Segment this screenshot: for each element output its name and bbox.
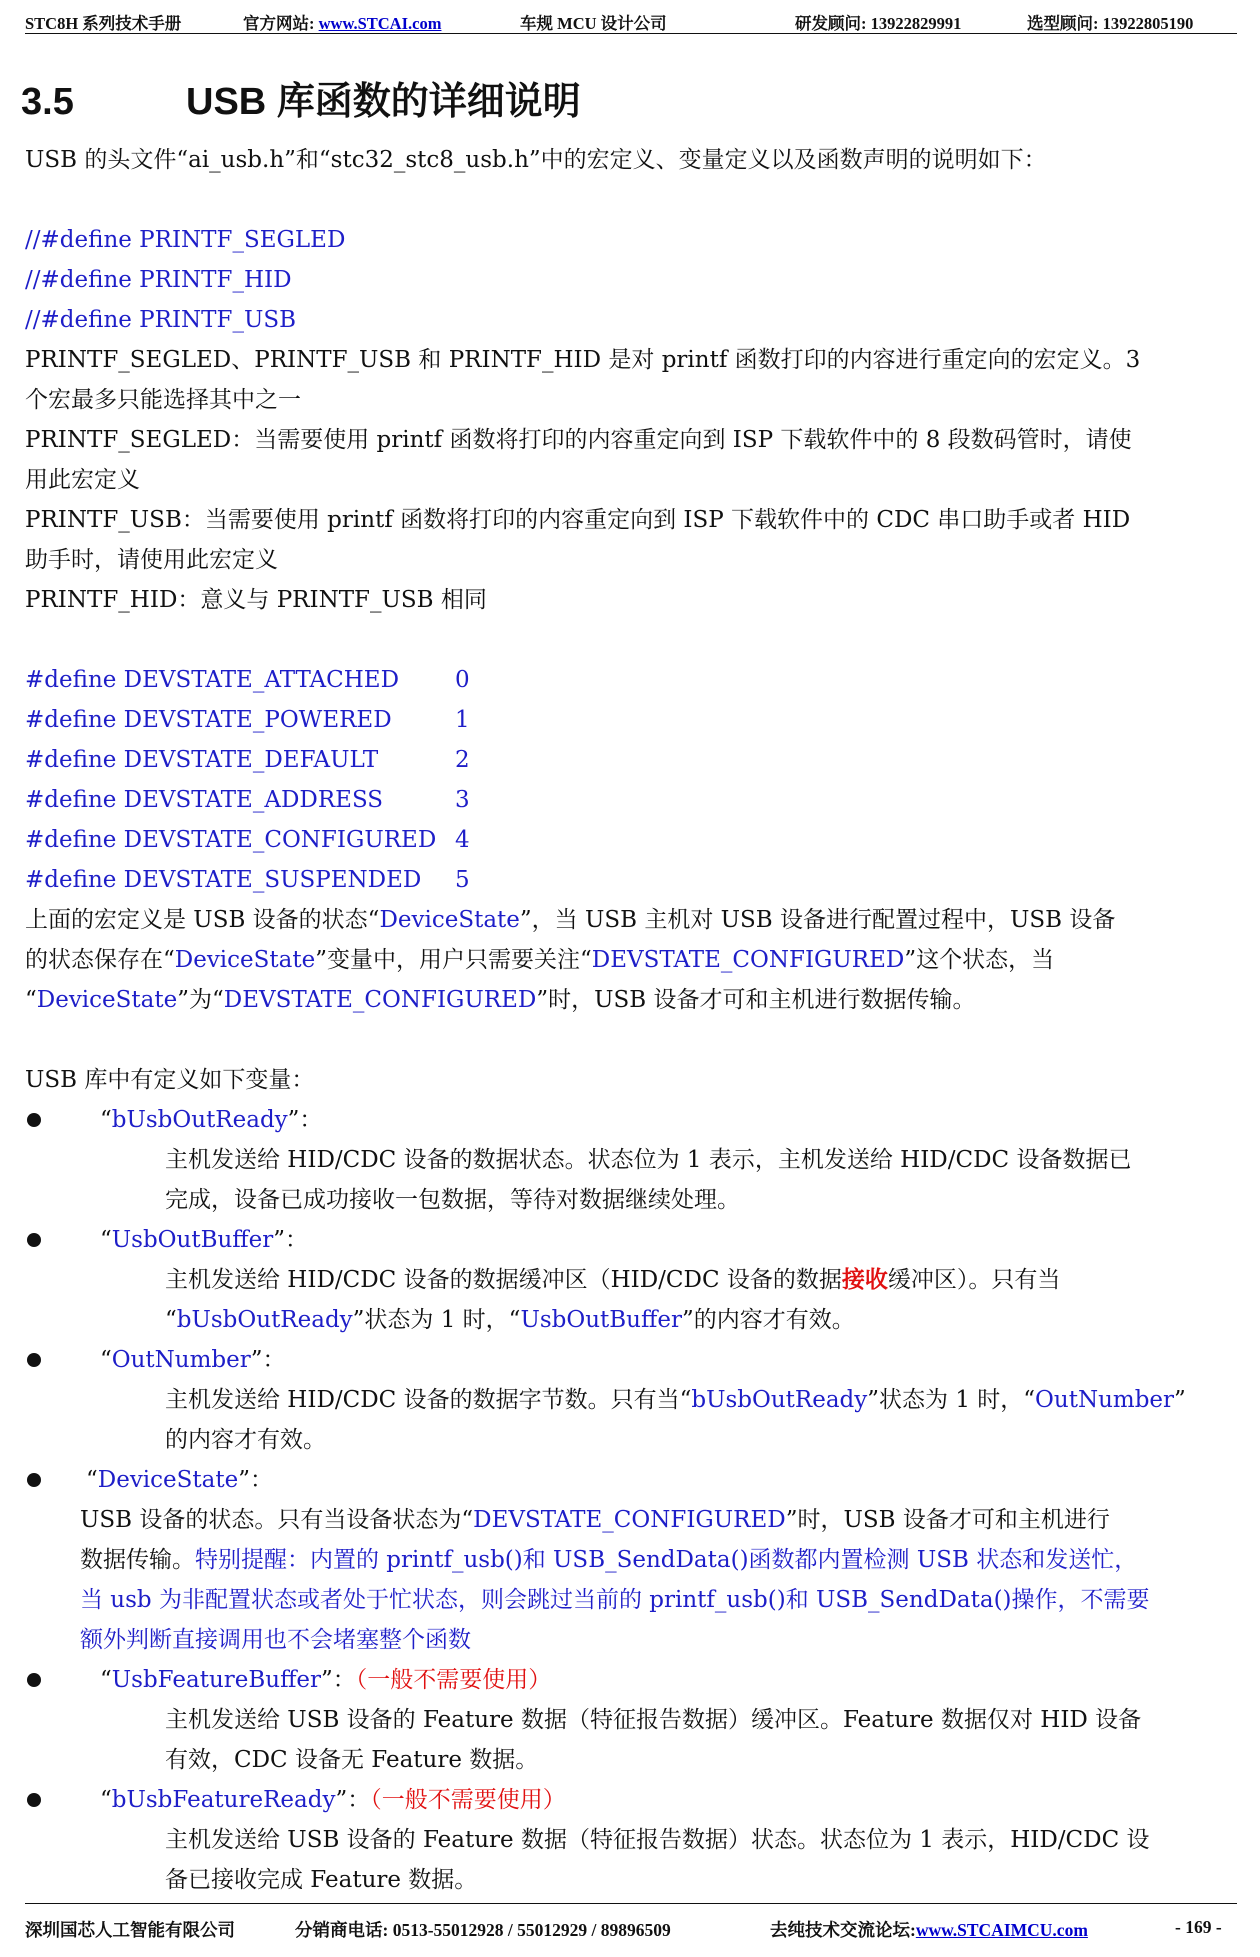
footer-forum: 去纯技术交流论坛:www.STCAIMCU.com [770, 1920, 1088, 1940]
var-desc-line: 主机发送给 USB 设备的 Feature 数据（特征报告数据）状态。状态位为 1 表示，HID/CDC 设 [165, 1827, 1150, 1853]
var-desc-line: 备已接收完成 Feature 数据。 [165, 1867, 478, 1893]
footer-phones: 分销商电话: 0513-55012928 / 55012929 / 89896509 [295, 1920, 671, 1940]
usage-note: （一般不需要使用） [370, 1787, 566, 1813]
manual-title: STC8H 系列技术手册 [25, 14, 182, 33]
bullet-icon [27, 1353, 41, 1367]
var-desc-line: 主机发送给 HID/CDC 设备的数据状态。状态位为 1 表示，主机发送给 HID/CDC 设备数据已 [165, 1147, 1132, 1173]
define-value: 0 [455, 667, 470, 693]
define-value: 1 [455, 707, 470, 733]
code-define-devstate: #define DEVSTATE_POWERED 1 [25, 700, 392, 740]
define-value: 2 [455, 747, 470, 773]
code-define-printf-segled: //#define PRINTF_SEGLED [25, 227, 346, 253]
page-number: - 169 - [1175, 1917, 1222, 1937]
code-define-devstate: #define DEVSTATE_CONFIGURED 4 [25, 820, 436, 860]
define-value: 5 [455, 867, 470, 893]
selection-contact: 选型顾问: 13922805190 [1027, 14, 1194, 33]
var-desc-line: 额外判断直接调用也不会堵塞整个函数 [80, 1627, 471, 1653]
state-desc-line: “DeviceState”为“DEVSTATE_CONFIGURED”时，USB 设备才可和主机进行数据传输。 [25, 987, 976, 1013]
code-define-devstate: #define DEVSTATE_ATTACHED 0 [25, 660, 399, 700]
var-name-bUsbFeatureReady: “bUsbFeatureReady”：（一般不需要使用） [100, 1787, 566, 1813]
page-header [25, 8, 1237, 34]
section-number: 3.5 [21, 81, 74, 123]
rd-contact: 研发顾问: 13922829991 [795, 14, 962, 33]
define-value: 4 [455, 827, 470, 853]
printf-desc-line: 用此宏定义 [25, 467, 140, 493]
var-desc-line: 主机发送给 HID/CDC 设备的数据字节数。只有当“bUsbOutReady”状态为 1 时，“OutNumber” [165, 1387, 1186, 1413]
printf-desc-line: 助手时，请使用此宏定义 [25, 547, 278, 573]
code-define-devstate: #define DEVSTATE_ADDRESS 3 [25, 780, 383, 820]
var-desc-line: USB 设备的状态。只有当设备状态为“DEVSTATE_CONFIGURED”时，USB 设备才可和主机进行 [80, 1507, 1110, 1533]
var-desc-line: 有效，CDC 设备无 Feature 数据。 [165, 1747, 539, 1773]
var-desc-line: 的内容才有效。 [165, 1427, 326, 1453]
var-desc-line: 主机发送给 USB 设备的 Feature 数据（特征报告数据）缓冲区。Feature 数据仅对 HID 设备 [165, 1707, 1142, 1733]
var-name-OutNumber: “OutNumber”： [100, 1347, 286, 1373]
bullet-icon [27, 1673, 41, 1687]
code-define-printf-usb: //#define PRINTF_USB [25, 307, 297, 333]
var-desc-line: 主机发送给 HID/CDC 设备的数据缓冲区（HID/CDC 设备的数据接收缓冲区）。只有当 [165, 1266, 1061, 1293]
var-desc-line: 完成，设备已成功接收一包数据，等待对数据继续处理。 [165, 1187, 740, 1213]
bullet-icon [27, 1233, 41, 1247]
code-define-devstate: #define DEVSTATE_SUSPENDED 5 [25, 860, 421, 900]
official-site: 官方网站: www.STCAI.com [243, 14, 442, 33]
state-desc-line: 上面的宏定义是 USB 设备的状态“DeviceState”，当 USB 主机对 USB 设备进行配置过程中，USB 设备 [25, 907, 1116, 933]
section-heading: USB 库函数的详细说明 [186, 81, 581, 123]
define-value: 3 [455, 787, 470, 813]
page-footer [25, 1903, 1237, 1943]
company-tagline: 车规 MCU 设计公司 [520, 14, 667, 33]
var-desc-line: “bUsbOutReady”状态为 1 时，“UsbOutBuffer”的内容才有效。 [165, 1307, 855, 1333]
code-define-printf-hid: //#define PRINTF_HID [25, 267, 292, 293]
var-name-bUsbOutReady: “bUsbOutReady”： [100, 1107, 323, 1133]
bullet-icon [27, 1793, 41, 1807]
printf-desc-line: 个宏最多只能选择其中之一 [25, 387, 301, 413]
footer-company: 深圳国芯人工智能有限公司 [25, 1920, 235, 1940]
official-site-link[interactable]: www.STCAI.com [318, 14, 442, 33]
forum-link[interactable]: www.STCAIMCU.com [915, 1920, 1088, 1940]
var-desc-line: 当 usb 为非配置状态或者处于忙状态，则会跳过当前的 printf_usb()和 USB_SendData()操作，不需要 [80, 1587, 1150, 1613]
var-desc-line: 数据传输。特别提醒：内置的 printf_usb()和 USB_SendData()函数都内置检测 USB 状态和发送忙， [80, 1547, 1138, 1573]
var-name-UsbOutBuffer: “UsbOutBuffer”： [100, 1227, 309, 1253]
bullet-icon [27, 1473, 41, 1487]
bullet-icon [27, 1113, 41, 1127]
var-name-DeviceState: “DeviceState”： [86, 1467, 273, 1493]
printf-desc-line: PRINTF_SEGLED：当需要使用 printf 函数将打印的内容重定向到 ISP 下载软件中的 8 段数码管时，请使 [25, 427, 1132, 453]
usage-note: （一般不需要使用） [355, 1667, 552, 1693]
section-title [21, 70, 581, 125]
var-name-UsbFeatureBuffer: “UsbFeatureBuffer”：（一般不需要使用） [100, 1667, 552, 1693]
intro-text: USB 的头文件“ai_usb.h”和“stc32_stc8_usb.h”中的宏定义、变量定义以及函数声明的说明如下： [25, 147, 1047, 173]
vars-intro: USB 库中有定义如下变量： [25, 1067, 315, 1093]
state-desc-line: 的状态保存在“DeviceState”变量中，用户只需要关注“DEVSTATE_CONFIGURED”这个状态，当 [25, 947, 1055, 973]
code-define-devstate: #define DEVSTATE_DEFAULT 2 [25, 740, 378, 780]
printf-desc-line: PRINTF_SEGLED、PRINTF_USB 和 PRINTF_HID 是对 printf 函数打印的内容进行重定向的宏定义。3 [25, 347, 1141, 373]
printf-desc-line: PRINTF_USB：当需要使用 printf 函数将打印的内容重定向到 ISP 下载软件中的 CDC 串口助手或者 HID [25, 507, 1131, 533]
printf-desc-line: PRINTF_HID：意义与 PRINTF_USB 相同 [25, 587, 487, 613]
